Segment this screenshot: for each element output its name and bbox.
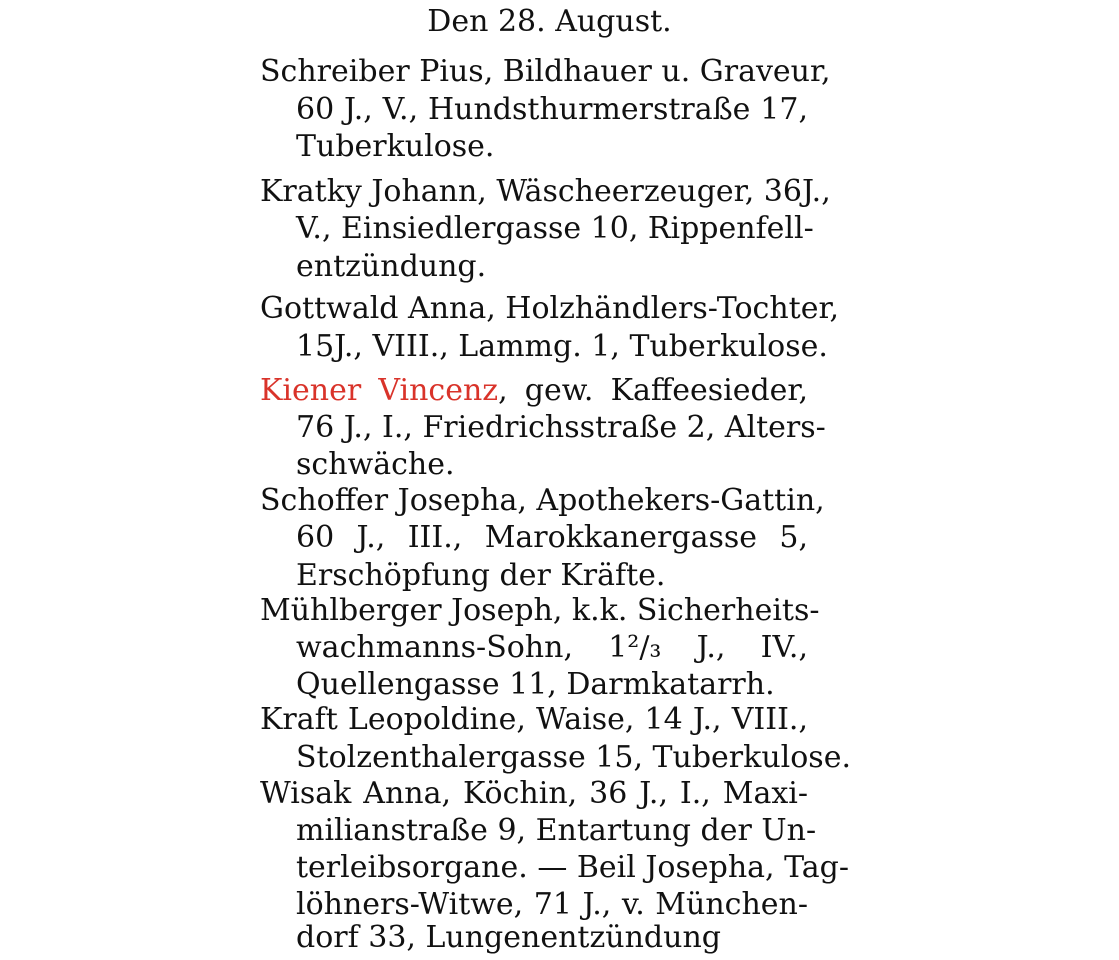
entry-line: wachmanns-Sohn, 1²/₃ J., IV., bbox=[296, 630, 808, 665]
entry-line: milianstraße 9, Entartung der Un- bbox=[296, 813, 817, 848]
entry-line: Kraft Leopoldine, Waise, 14 J., VIII., bbox=[260, 702, 808, 737]
highlighted-name: Kiener Vincenz bbox=[260, 373, 499, 408]
entry-line: 60 J., V., Hundsthurmerstraße 17, bbox=[296, 92, 808, 127]
entry-line: Tuberkulose. bbox=[296, 129, 495, 164]
entry-line: schwäche. bbox=[296, 447, 455, 482]
entry-line: Kratky Johann, Wäscheerzeuger, 36J., bbox=[260, 174, 831, 209]
entry-line: Mühlberger Joseph, k.k. Sicherheits- bbox=[260, 593, 820, 628]
entry-line: Wisak Anna, Köchin, 36 J., I., Maxi- bbox=[260, 776, 808, 811]
entry-line: terleibsorgane. — Beil Josepha, Tag- bbox=[296, 850, 850, 885]
death-notice-column bbox=[252, 0, 851, 960]
entry-line: 15J., VIII., Lammg. 1, Tuberkulose. bbox=[296, 329, 828, 364]
entry-line: löhners-Witwe, 71 J., v. München- bbox=[296, 887, 808, 922]
entry-line: V., Einsiedlergasse 10, Rippenfell- bbox=[296, 211, 814, 246]
entry-line: Stolzenthalergasse 15, Tuberkulose. bbox=[296, 740, 851, 775]
entry-line: 76 J., I., Friedrichsstraße 2, Alters- bbox=[296, 410, 826, 445]
entry-line: dorf 33, Lungenentzündung bbox=[296, 920, 721, 955]
entry-line: Erschöpfung der Kräfte. bbox=[296, 558, 666, 593]
entry-line: Schreiber Pius, Bildhauer u. Graveur, bbox=[260, 54, 831, 89]
entry-line: Quellengasse 11, Darmkatarrh. bbox=[296, 667, 775, 702]
entry-line: Gottwald Anna, Holzhändlers-Tochter, bbox=[260, 291, 840, 326]
entry-line: entzündung. bbox=[296, 249, 487, 284]
entry-line-highlighted bbox=[260, 371, 808, 411]
entry-line: Schoffer Josepha, Apothekers-Gattin, bbox=[260, 483, 825, 518]
entry-line: 60 J., III., Marokkanergasse 5, bbox=[296, 520, 808, 555]
entry-line-rest: , gew. Kaffeesieder, bbox=[498, 373, 808, 408]
date-heading: Den 28. August. bbox=[427, 4, 672, 39]
